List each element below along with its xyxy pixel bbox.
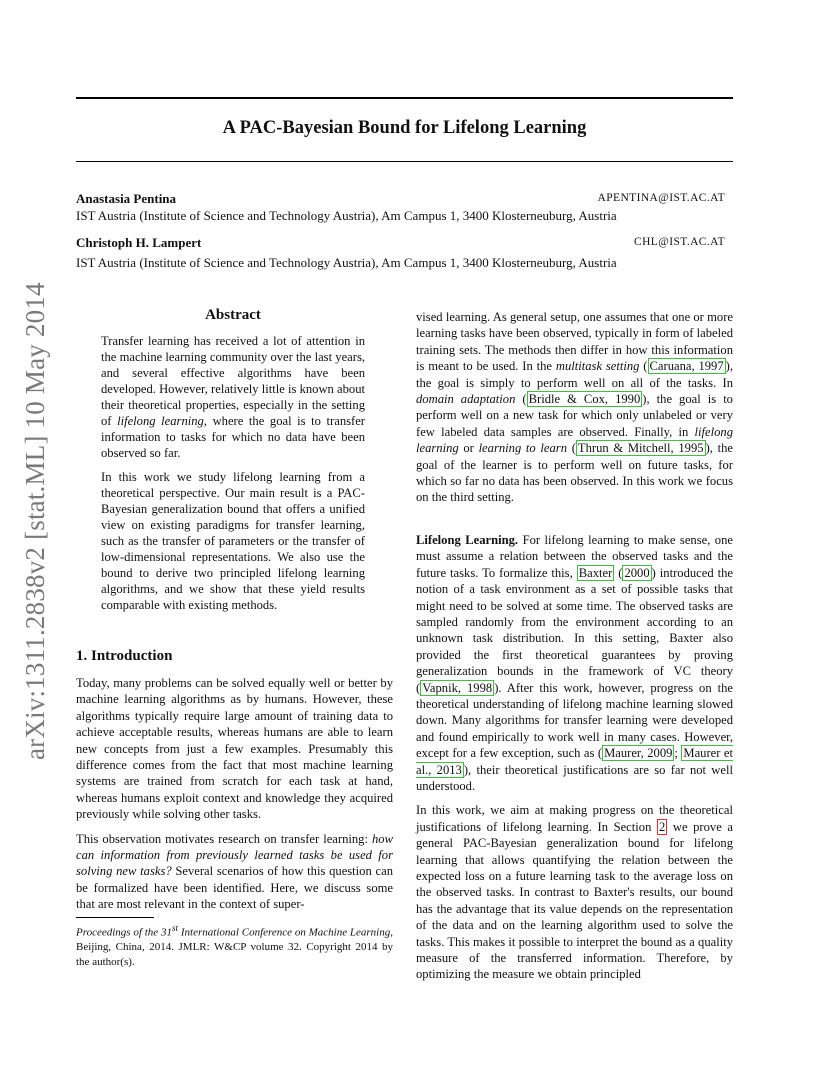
abstract-body — [101, 333, 365, 621]
paragraph: In this work, we aim at making progress on the theoretical justifications of lifelong learning. In Section 2 we prove a general PAC-Bayesian generalization bound for lifelong learning that allows quantifying the relation between the expected loss on a future learning task to the average loss on the observed tasks. In contrast to Baxter's results, our bound has the advantage that its value depends on the representation of the data and on the learning algorithm used to solve the tasks. This makes it possible to interpret the bound as a quality measure of the transferred information. Therefore, by optimizing the measure we obtain principled — [416, 803, 733, 982]
paragraph: vised learning. As general setup, one assumes that one or more learning tasks have been observed, typically in form of labeled training sets. The methods then differ in how this information is meant to be used. In the multitask setting ( Caruana, 1997 ), the goal is simply to perform well on all of the tasks. In domain adaptation ( Bridle & Cox, 1990 ), the goal is to perform well on a new task for which only unlabeled or very few labeled data samples are observed. Finally, in lifelong learning or learning to learn ( Thrun & Mitchell, 1995 ), the goal of the learner is to perform well on future tasks, for which so far no data has been observed. In this work we focus on the third setting. — [416, 310, 734, 505]
author-affiliation: IST Austria (Institute of Science and Technology Austria), Am Campus 1, 3400 Klosterneuburg, Austria — [76, 208, 617, 223]
arxiv-identifier: arXiv:1311.2838v2 [stat.ML] 10 May 2014 — [20, 282, 50, 760]
abstract-paragraph: In this work we study lifelong learning from a theoretical perspective. Our main result is a PAC-Bayesian generalization bound that offers a unified view on existing paradigms for transfer learning, such as the transfer of parameters or the transfer of low-dimensional representations. We also use the bound to derive two principled lifelong learning algorithms, and we show that these yield results comparable with existing methods. — [101, 470, 365, 612]
footnote: Proceedings of the 31st International Conference on Machine Learning, Beijing, China, 2014. JMLR: W&CP volume 32. Copyright 2014 by the author(s). — [76, 923, 393, 968]
citation-link[interactable]: Vapnik, 1998 — [422, 680, 493, 695]
author-affiliation: IST Austria (Institute of Science and Technology Austria), Am Campus 1, 3400 Klosterneuburg, Austria — [76, 255, 617, 270]
citation-link[interactable]: 2000 — [624, 565, 650, 580]
paragraph: This observation motivates research on transfer learning: how can information from previously learned tasks be used for solving new tasks? Several scenarios of how this question can be formalized have been identified. Here, we discuss some that are most relevant in the context of super- — [76, 831, 393, 912]
footnote-rule — [76, 917, 154, 918]
author-name: Anastasia Pentina — [76, 191, 177, 206]
author-email: APENTINA@IST.AC.AT — [597, 192, 725, 204]
paragraph: Lifelong Learning. For lifelong learning to make sense, one must assume a relation between the observed tasks and the future tasks. To formalize this, Baxter ( 2000 ) introduced the notion of a task environment as a set of possible tasks that might need to be solved at some time. The observed tasks are sampled randomly from the environment according to an unknown task distribution. In this setting, Baxter also provided the first theoretical guarantees by proving generalization bounds in the framework of VC theory ( Vapnik, 1998 ). After this work, however, progress on the theoretical understanding of lifelong machine learning slowed down. Many algorithms for transfer learning were developed and found empirically to work well in many cases. However, except for a few exception, such as ( Maurer, 2009 ; Maurer et al., 2013 ), their theoretical justifications are so far not well understood. — [416, 532, 734, 793]
left-column-body — [76, 675, 393, 921]
section-reference-link[interactable]: 2 — [658, 819, 666, 834]
title-bottom-rule — [76, 161, 733, 162]
author-email: CHL@IST.AC.AT — [634, 236, 725, 248]
abstract-heading: Abstract — [205, 307, 261, 323]
citation-link[interactable]: Bridle & Cox, 1990 — [528, 392, 641, 407]
paragraph: Today, many problems can be solved equally well or better by machine learning algorithms as by humans. However, these algorithms typically require large amount of training data to achieve acceptable results, whereas humans are able to learn new concepts from just a few examples. Presumably this difference comes from the fact that most machine learning systems are trained from scratch for each task at hand, whereas humans exploit context and knowledge they acquired previously while solving other tasks. — [76, 676, 393, 822]
citation-link[interactable]: Caruana, 1997 — [649, 359, 724, 374]
citation-link[interactable]: Thrun & Mitchell, 1995 — [577, 441, 704, 456]
paper-title: A PAC-Bayesian Bound for Lifelong Learning — [222, 118, 587, 138]
paragraph-runin-heading: Lifelong Learning. — [416, 532, 519, 547]
citation-link[interactable]: Maurer, 2009 — [604, 746, 673, 761]
author-name: Christoph H. Lampert — [76, 235, 202, 250]
citation-link[interactable]: Maurer et al., 2013 — [416, 746, 733, 777]
abstract-paragraph: Transfer learning has received a lot of attention in the machine learning community over the last years, and several effective algorithms have been developed. However, relatively little is known about their theoretical properties, especially in the setting of lifelong learning, where the goal is to transfer information to tasks for which no data have been observed so far. — [101, 334, 366, 460]
citation-link[interactable]: Baxter — [578, 565, 613, 580]
top-rule — [76, 97, 733, 99]
section-heading: 1. Introduction — [76, 648, 173, 664]
right-column-body — [416, 309, 733, 991]
